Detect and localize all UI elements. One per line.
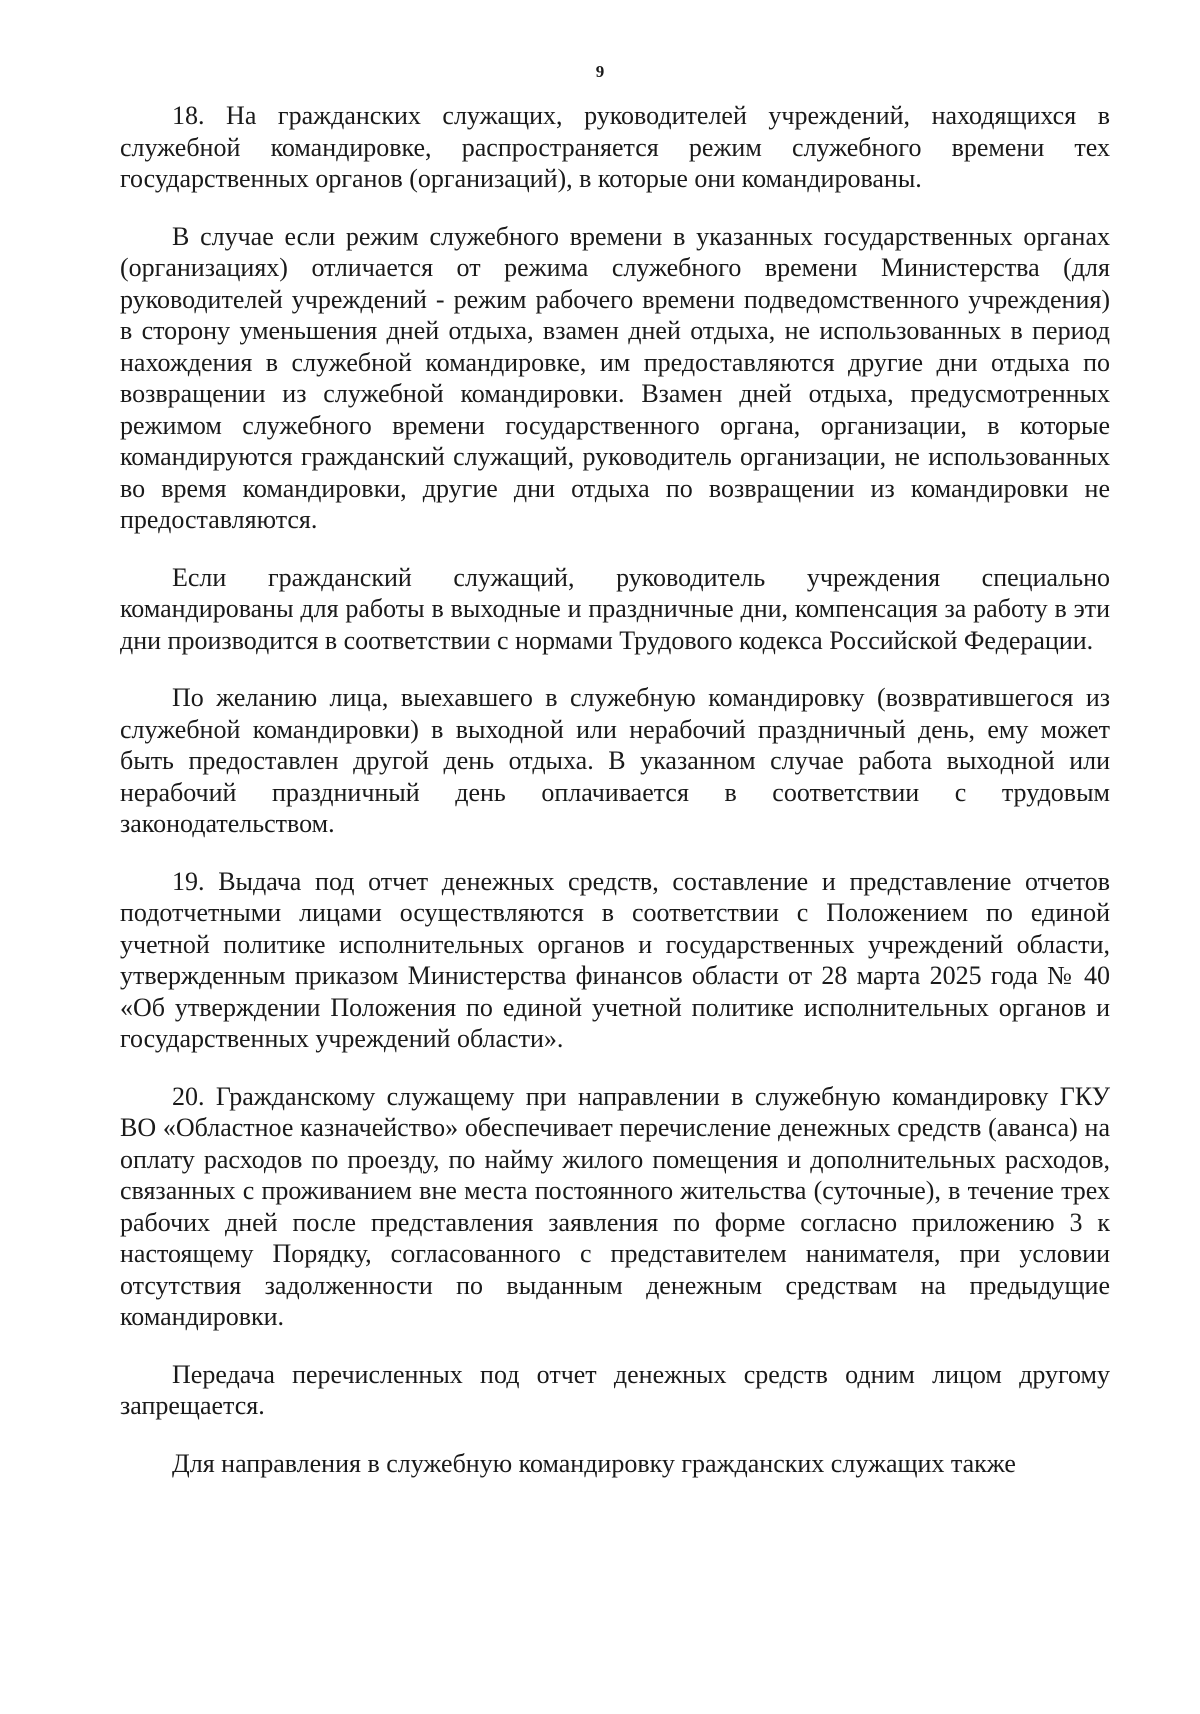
paragraph-20-continued: Для направления в служебную командировку гражданских служащих также bbox=[172, 1448, 1016, 1478]
paragraph-20: 20. Гражданскому служащему при направлении в служебную командировку ГКУ ВО «Областное казначейство» обеспечивает перечисление денежных средств (аванса) на оплату расходов по проезду, по найму жилого помещения и дополнительных расходов, связанных с проживанием вне места постоянного жительства (суточные), в течение трех рабочих дней после представления заявления по форме согласно приложению 3 к настоящему Порядку, согласованного с представителем нанимателя, при условии отсутствия задолженности по выданным денежным средствам на предыдущие командировки. bbox=[120, 1081, 1110, 1331]
paragraph-18: 18. На гражданских служащих, руководителей учреждений, находящихся в служебной командировке, распространяется режим служебного времени тех государственных органов (организаций), в которые они командированы. bbox=[120, 101, 1110, 193]
paragraph-18-rest-days: В случае если режим служебного времени в указанных государственных органах (организациях) отличается от режима служебного времени Министерства (для руководителей учреждений - режим рабочего времени подведомственного учреждения) в сторону уменьшения дней отдыха, взамен дней отдыха, не использованных в период нахождения в служебной командировке, им предоставляются другие дни отдыха по возвращении из служебной командировки. Взамен дней отдыха, предусмотренных режимом служебного времени государственного органа, организации, в которые командируются гражданский служащий, руководитель организации, не использованных во время командировки, другие дни отдыха по возвращении из командировки не предоставляются. bbox=[120, 221, 1110, 534]
paragraph-20-transfer: Передача перечисленных под отчет денежных средств одним лицом другому запрещается. bbox=[120, 1359, 1110, 1420]
paragraph-18-day-off: По желанию лица, выехавшего в служебную командировку (возвратившегося из служебной командировки) в выходной или нерабочий праздничный день, ему может быть предоставлен другой день отдыха. В указанном случае работа выходной или нерабочий праздничный день оплачивается в соответствии с трудовым законодательством. bbox=[120, 683, 1110, 838]
paragraph-18-holidays: Если гражданский служащий, руководитель учреждения специально командированы для работы в выходные и праздничные дни, компенсация за работу в эти дни производится в соответствии с нормами Трудового кодекса Российской Федерации. bbox=[120, 562, 1110, 655]
page-number: 9 bbox=[595, 62, 605, 81]
paragraph-19: 19. Выдача под отчет денежных средств, составление и представление отчетов подотчетными лицами осуществляются в соответствии с Положением по единой учетной политике исполнительных органов и государственных учреждений области, утвержденным приказом Министерства финансов области от 28 марта 2025 года № 40 «Об утверждении Положения по единой учетной политике исполнительных органов и государственных учреждений области». bbox=[120, 866, 1110, 1053]
document-body bbox=[120, 100, 1110, 1505]
